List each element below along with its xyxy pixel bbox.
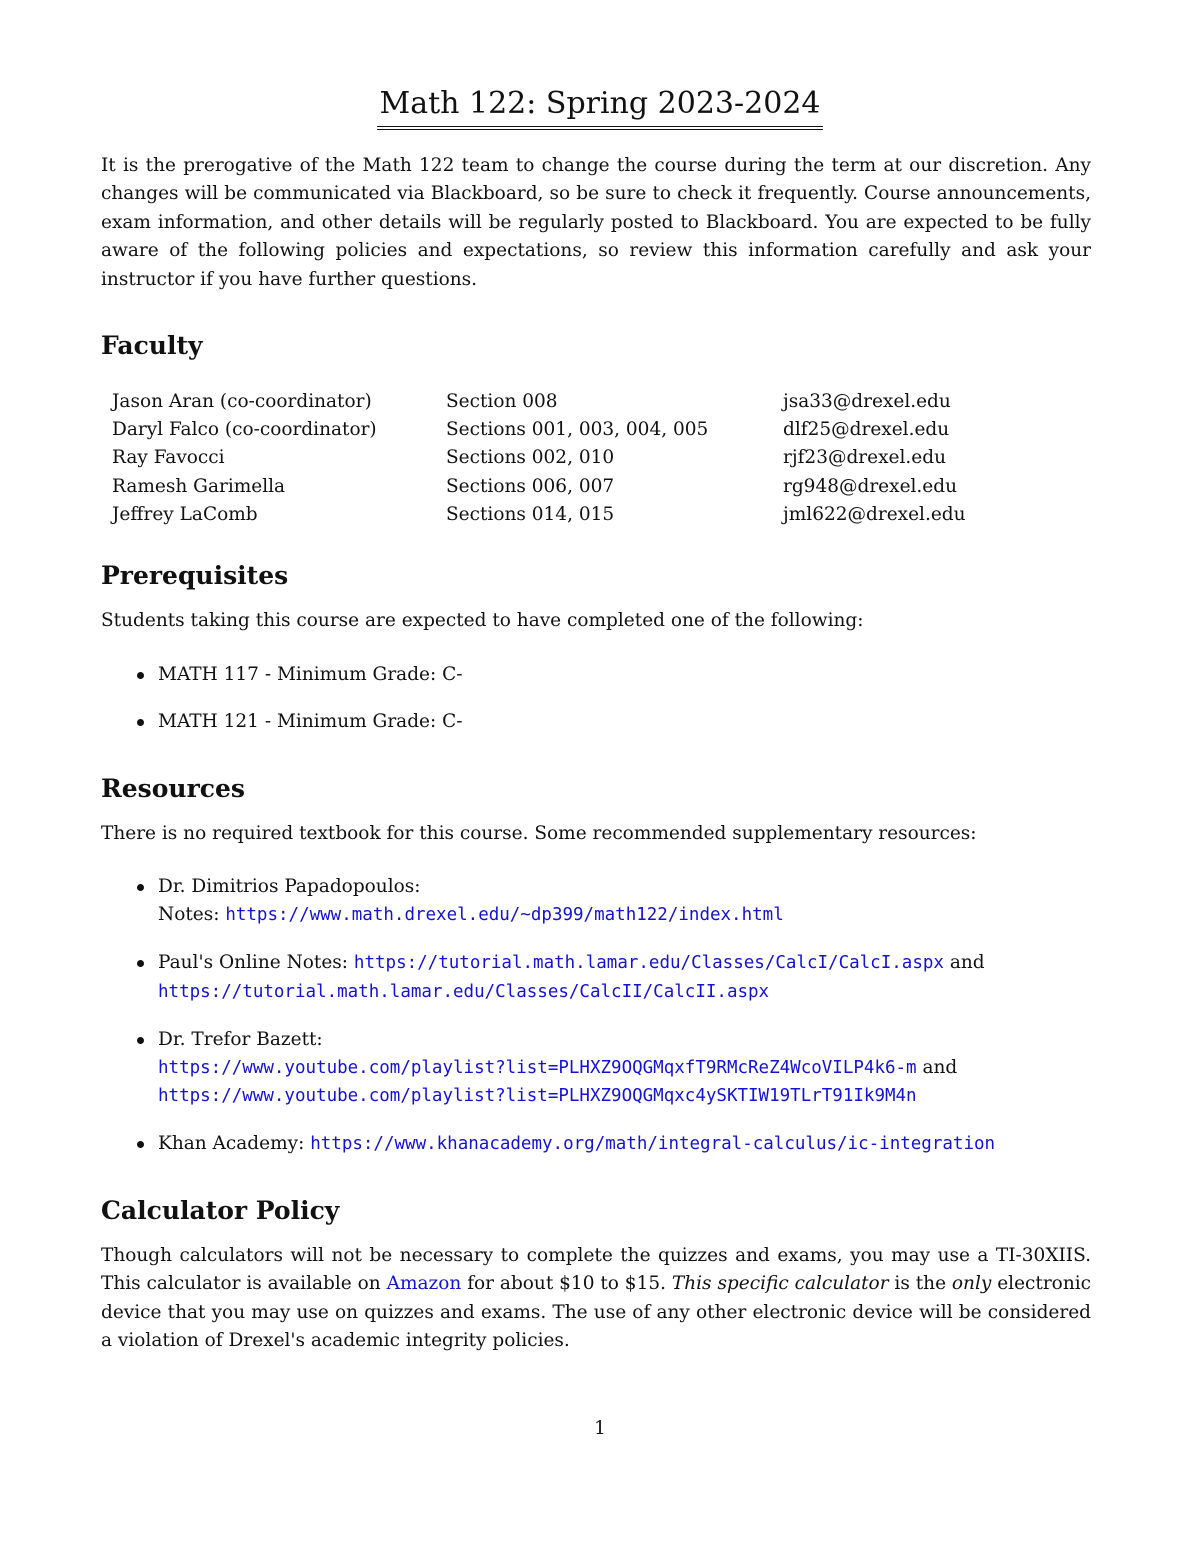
list-item: MATH 117 - Minimum Grade: C- <box>101 661 463 689</box>
calculator-text: for about $10 to $15. <box>461 1273 672 1295</box>
resource-label: Paul's Online Notes: <box>158 952 354 974</box>
faculty-email: dlf25@drexel.edu <box>783 419 950 441</box>
resources-heading: Resources <box>101 774 245 803</box>
page-title: Math 122: Spring 2023-2024 <box>377 84 822 130</box>
list-item <box>101 1026 995 1111</box>
resource-link[interactable]: https://tutorial.math.lamar.edu/Classes/CalcII/CalcII.aspx <box>158 981 770 1002</box>
calculator-emphasis: only <box>951 1273 992 1295</box>
calculator-text: electronic device that you may use on quizzes and exams. The use of any other electronic device will be considered a violation of Drexel's academic integrity policies. <box>101 1273 1092 1352</box>
faculty-sections: Sections 002, 010 <box>446 447 615 469</box>
prerequisites-list <box>101 661 463 737</box>
faculty-sections: Section 008 <box>446 391 558 412</box>
faculty-name: Daryl Falco (co-coordinator) <box>112 419 377 441</box>
calculator-text: Though calculators will not be necessary to complete the quizzes and exams, you may use a TI-30XIIS. This calculator is available on <box>101 1245 1091 1295</box>
list-item: MATH 121 - Minimum Grade: C- <box>101 708 463 736</box>
resource-link[interactable]: https://www.youtube.com/playlist?list=PLHXZ9OQGMqxc4ySKTIW19TLrT91Ik9M4n <box>158 1086 917 1107</box>
resources-intro: There is no required textbook for this course. Some recommended supplementary resources: <box>101 823 977 844</box>
prerequisites-intro: Students taking this course are expected to have completed one of the following: <box>101 610 864 631</box>
prerequisites-heading: Prerequisites <box>101 561 289 590</box>
resource-link[interactable]: https://tutorial.math.lamar.edu/Classes/CalcI/CalcI.aspx <box>353 953 944 974</box>
resource-link[interactable]: https://www.youtube.com/playlist?list=PLHXZ9OQGMqxfT9RMcReZ4WcoVILP4k6-m <box>158 1058 917 1079</box>
resource-label: Dr. Trefor Bazett: <box>158 1028 323 1050</box>
resource-link[interactable]: https://www.math.drexel.edu/~dp399/math122/index.html <box>225 905 784 926</box>
faculty-name: Ramesh Garimella <box>112 475 286 497</box>
resource-joiner: and <box>916 1057 958 1079</box>
title-wrap <box>0 84 1200 130</box>
faculty-sections: Sections 014, 015 <box>446 503 615 525</box>
faculty-sections: Sections 006, 007 <box>446 475 615 497</box>
amazon-link[interactable]: Amazon <box>386 1273 462 1295</box>
faculty-name: Jason Aran (co-coordinator) <box>112 391 372 412</box>
list-item <box>101 949 995 1006</box>
page-number: 1 <box>594 1418 606 1439</box>
resource-link[interactable]: https://www.khanacademy.org/math/integral-calculus/ic-integration <box>310 1134 996 1155</box>
list-item <box>101 873 995 930</box>
resource-label: Dr. Dimitrios Papadopoulos: <box>158 876 421 897</box>
faculty-name: Jeffrey LaComb <box>112 503 258 525</box>
resource-joiner: and <box>943 952 985 974</box>
resources-list <box>101 873 995 1159</box>
faculty-email: jml622@drexel.edu <box>783 503 966 525</box>
calculator-heading: Calculator Policy <box>101 1196 340 1225</box>
calculator-emphasis: This specific calculator <box>671 1273 889 1295</box>
faculty-heading: Faculty <box>101 331 203 360</box>
list-item <box>101 1130 995 1158</box>
faculty-email: rjf23@drexel.edu <box>783 447 946 469</box>
intro-paragraph: It is the prerogative of the Math 122 team to change the course during the term at our discretion. Any changes will be communicated via Blackboard, so be sure to check it frequently. Course announcements, exam information, and other details will be regularly posted to Blackboard. You are expected to be fully aware of the following policies and expectations, so review this information carefully and ask your instructor if you have further questions. <box>101 155 1091 290</box>
faculty-sections: Sections 001, 003, 004, 005 <box>446 419 709 441</box>
faculty-email: rg948@drexel.edu <box>783 475 958 497</box>
faculty-email: jsa33@drexel.edu <box>783 391 951 412</box>
calculator-text: is the <box>888 1273 952 1295</box>
resource-label: Khan Academy: <box>158 1133 311 1155</box>
faculty-name: Ray Favocci <box>112 447 225 469</box>
resource-prefix: Notes: <box>158 904 226 926</box>
calculator-paragraph <box>101 1242 1091 1356</box>
